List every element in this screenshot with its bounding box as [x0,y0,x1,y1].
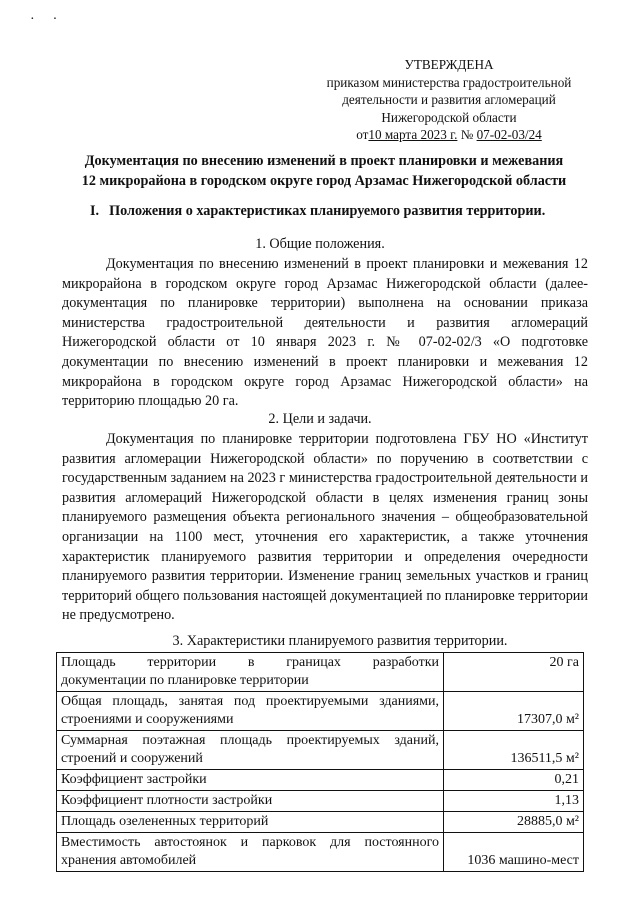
approval-number-prefix: № [460,127,474,142]
section-title-text: Положения о характеристиках планируемого развития территории. [109,203,546,219]
table-cell-label: Вместимость автостоянок и парковок для постоянного хранения автомобилей [57,833,444,872]
document-title-line: Документация по внесению изменений в проект планировки и межевания [84,153,564,169]
table-row [57,770,584,791]
table-cell-value: 136511,5 м² [444,731,584,770]
table-cell-value: 20 га [444,653,584,692]
approval-line: Нижегородской области [381,109,517,125]
table-cell-label: Площадь озелененных территорий [57,812,444,833]
label-text: Площадь территории в границах разработки [61,655,439,670]
approval-line: деятельности и развития агломераций [342,92,556,107]
general-paragraph: Документация по внесению изменений в проект планировки и межевания 12 микрорайона в городском округе город Арзамас Нижегородской области (далее-документация по планировке территории) выполнена на основании приказа министерства градостроительной деятельности и развития агломераций Нижегородской области от 10 января 2023 г. № 07-02-02/3 «О подготовке документации по внесению изменений в проект планировки и межевания 12 микрорайона в городском округе город Арзамас Нижегородской области» на территорию площадью 20 га. [62,256,588,410]
label-text: документации по планировке территории [61,673,309,688]
characteristics-heading: 3. Характеристики планируемого развития территории. [172,633,508,649]
table-cell-label: Коэффициент застройки [57,770,444,791]
section-number: I. [90,203,100,219]
goals-heading: 2. Цели и задачи. [268,411,372,427]
approval-line: приказом министерства градостроительной [326,74,572,90]
table-cell-label: Общая площадь, занятая под проектируемыми зданиями, строениями и сооружениями [57,692,444,731]
table-cell-label: Суммарная поэтажная площадь проектируемых зданий, строений и сооружений [57,731,444,770]
approval-date-prefix: от [356,127,369,142]
table-row [57,731,584,770]
table-cell-label [57,653,444,692]
approval-number: 07-02-03/24 [476,127,542,142]
scan-marks: ·· [30,12,76,27]
table-cell-value: 1,13 [444,791,584,812]
document-title-line: 12 микрорайона в городском округе город Арзамас Нижегородской области [81,173,567,189]
approval-title: УТВЕРЖДЕНА [404,57,494,72]
approval-block [318,56,580,144]
document-title [54,151,594,191]
approval-date-line [318,126,580,144]
table-row [57,692,584,731]
table-row [57,812,584,833]
table-row [57,791,584,812]
table-row [57,653,584,692]
characteristics-table [56,652,584,872]
table-cell-value: 28885,0 м² [444,812,584,833]
table-cell-value: 1036 машино-мест [444,833,584,872]
approval-date: 10 марта 2023 г. [368,127,458,142]
table-cell-value: 0,21 [444,770,584,791]
table-row [57,833,584,872]
goals-paragraph: Документация по планировке территории подготовлена ГБУ НО «Институт развития агломерации Нижегородской области» по поручению в соответствии с государственным заданием на 2023 г министерства градостроительной деятельности и развития агломераций Нижегородской области в целях изменения границ зоны планируемого размещения объекта регионального значения – общеобразовательной организации на 1100 мест, уточнения его характеристик, а также уточнения характеристик планируемого развития территории и определения очередности планируемого развития территории. Изменение границ земельных участков и границ территорий общего пользования настоящей документацией по планировке территории не предусмотрено. [62,431,588,624]
table-cell-label: Коэффициент плотности застройки [57,791,444,812]
general-heading: 1. Общие положения. [255,236,385,252]
table-cell-value: 17307,0 м² [444,692,584,731]
section-title [90,203,600,220]
